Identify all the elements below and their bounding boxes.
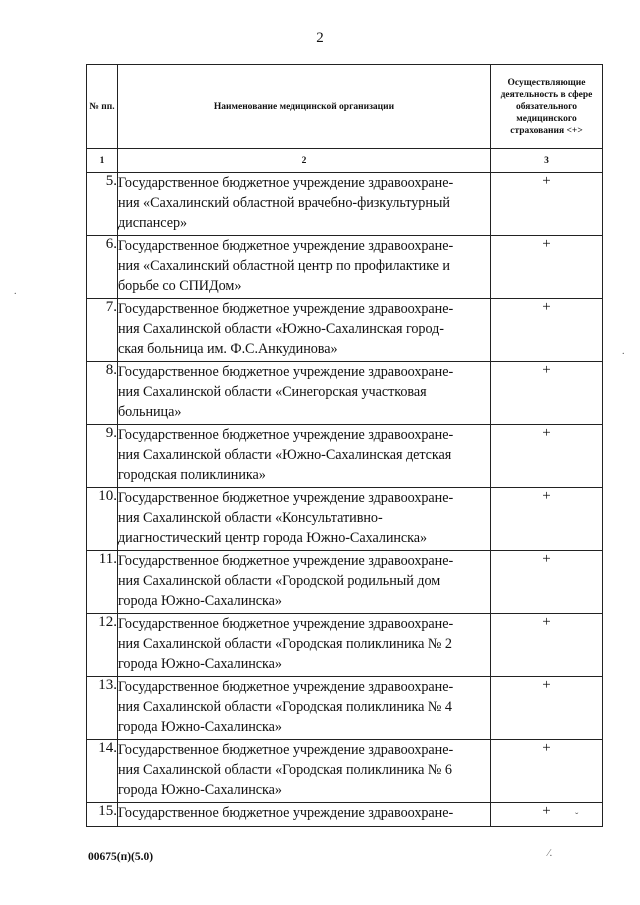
organization-name-line: диагностический центр города Южно-Сахалинска» — [118, 530, 428, 546]
organization-name-line: города Южно-Сахалинска» — [118, 593, 282, 609]
table-row — [87, 299, 603, 362]
row-number: 11. — [87, 551, 118, 614]
row-number: 9. — [87, 425, 118, 488]
oms-mark: + — [491, 488, 603, 551]
header-num: № пп. — [87, 65, 118, 149]
organization-name — [118, 362, 491, 425]
oms-mark: + — [491, 740, 603, 803]
organization-name-line: ния Сахалинской области «Городская поликлиника № 4 — [118, 699, 452, 715]
organization-name-line: Государственное бюджетное учреждение здравоохране- — [118, 238, 454, 254]
oms-mark: + — [491, 551, 603, 614]
document-code: 00675(п)(5.0) — [88, 851, 154, 863]
table-row — [87, 236, 603, 299]
organization-name — [118, 551, 491, 614]
organization-name-line: ния Сахалинской области «Южно-Сахалинская город- — [118, 321, 444, 337]
table-row — [87, 173, 603, 236]
table-row — [87, 551, 603, 614]
organization-name-line: ская больница им. Ф.С.Анкудинова» — [118, 341, 338, 357]
organization-name-line: Государственное бюджетное учреждение здравоохране- — [118, 616, 454, 632]
organization-name-line: диспансер» — [118, 215, 188, 231]
oms-mark: + — [491, 236, 603, 299]
organization-name — [118, 236, 491, 299]
organization-name-line: Государственное бюджетное учреждение здравоохране- — [118, 427, 454, 443]
organization-name — [118, 299, 491, 362]
organization-name-line: города Южно-Сахалинска» — [118, 782, 282, 798]
header-name: Наименование медицинской организации — [118, 65, 491, 149]
row-number: 7. — [87, 299, 118, 362]
table-body — [87, 173, 603, 827]
organization-name-line: ния Сахалинской области «Синегорская участковая — [118, 384, 427, 400]
organization-name-line: Государственное бюджетное учреждение здравоохране- — [118, 679, 454, 695]
scan-speck: . — [622, 346, 625, 357]
oms-mark: + — [491, 362, 603, 425]
organization-name-line: ния «Сахалинский областной центр по профилактике и — [118, 258, 450, 274]
organization-name — [118, 425, 491, 488]
row-number: 6. — [87, 236, 118, 299]
column-number-3: 3 — [491, 149, 603, 173]
row-number: 15. — [87, 803, 118, 827]
table-header-row — [87, 65, 603, 149]
table-row — [87, 614, 603, 677]
table-row — [87, 803, 603, 827]
medical-organizations-table — [86, 64, 603, 827]
column-number-1: 1 — [87, 149, 118, 173]
oms-mark: + — [491, 425, 603, 488]
oms-mark: + — [491, 614, 603, 677]
column-number-2: 2 — [118, 149, 491, 173]
organization-name-line: ния Сахалинской области «Городская поликлиника № 2 — [118, 636, 452, 652]
scan-speck: ˇ — [575, 812, 579, 823]
organization-name-line: ния Сахалинской области «Городская поликлиника № 6 — [118, 762, 452, 778]
oms-mark: + — [491, 677, 603, 740]
organization-name — [118, 740, 491, 803]
organization-name-line: ния Сахалинской области «Консультативно- — [118, 510, 383, 526]
row-number: 8. — [87, 362, 118, 425]
organization-name-line: Государственное бюджетное учреждение здравоохране- — [118, 364, 454, 380]
organization-name-line: больница» — [118, 404, 182, 420]
header-oms: Осуществляющие деятельность в сфере обязательного медицинского страхования <+> — [491, 65, 603, 149]
organization-name-line: Государственное бюджетное учреждение здравоохране- — [118, 805, 454, 821]
organization-name-line: ния «Сахалинский областной врачебно-физкультурный — [118, 195, 450, 211]
organization-name-line: Государственное бюджетное учреждение здравоохране- — [118, 742, 454, 758]
organization-name-line: городская поликлиника» — [118, 467, 266, 483]
page-number: 2 — [316, 30, 324, 46]
organization-name — [118, 803, 491, 827]
organization-name-line: города Южно-Сахалинска» — [118, 656, 282, 672]
organization-name-line: Государственное бюджетное учреждение здравоохране- — [118, 175, 454, 191]
organization-name — [118, 173, 491, 236]
scan-speck: . — [14, 286, 17, 297]
row-number: 13. — [87, 677, 118, 740]
row-number: 10. — [87, 488, 118, 551]
table-row — [87, 362, 603, 425]
organization-name — [118, 677, 491, 740]
organization-name-line: борьбе со СПИДом» — [118, 278, 242, 294]
organization-name-line: города Южно-Сахалинска» — [118, 719, 282, 735]
column-number-row — [87, 149, 603, 173]
table-row — [87, 488, 603, 551]
oms-mark: + — [491, 299, 603, 362]
row-number: 14. — [87, 740, 118, 803]
organization-name — [118, 488, 491, 551]
oms-mark: + — [491, 803, 603, 827]
organization-name-line: Государственное бюджетное учреждение здравоохране- — [118, 490, 454, 506]
oms-mark: + — [491, 173, 603, 236]
organization-name — [118, 614, 491, 677]
table-row — [87, 740, 603, 803]
row-number: 12. — [87, 614, 118, 677]
table-row — [87, 425, 603, 488]
scan-speck: ⁄. — [548, 848, 553, 859]
organization-name-line: Государственное бюджетное учреждение здравоохране- — [118, 553, 454, 569]
table-row — [87, 677, 603, 740]
organization-name-line: ния Сахалинской области «Южно-Сахалинская детская — [118, 447, 452, 463]
row-number: 5. — [87, 173, 118, 236]
organization-name-line: Государственное бюджетное учреждение здравоохране- — [118, 301, 454, 317]
organization-name-line: ния Сахалинской области «Городской родильный дом — [118, 573, 441, 589]
